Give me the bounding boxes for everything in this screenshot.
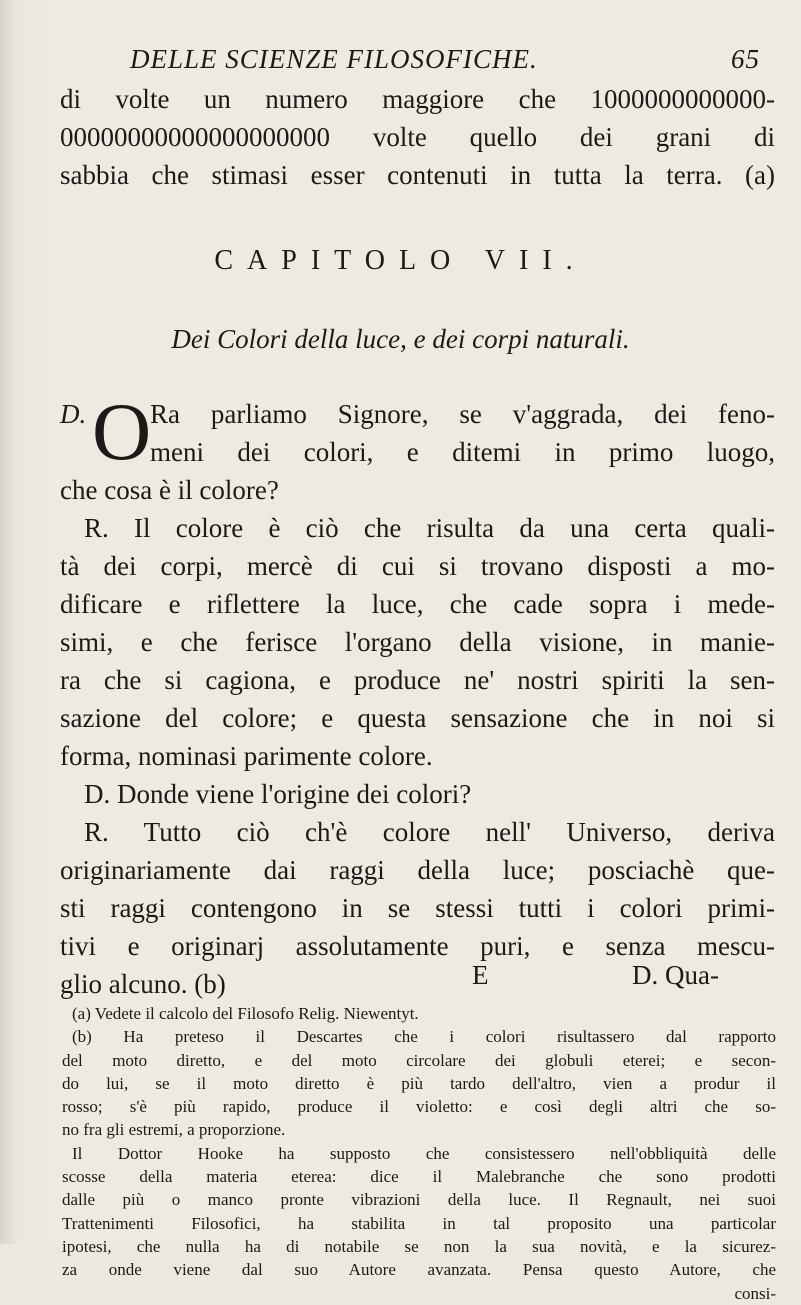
text-line: tivi e originarj assolutamente puri, e senza mescu- (60, 931, 775, 961)
running-head (130, 44, 770, 75)
text-line (60, 395, 775, 433)
text-line: originariamente dai raggi della luce; posciachè que- (60, 855, 775, 885)
footnote-line: ipotesi, che nulla ha di notabile se non la sua novità, e la sicurez- (62, 1236, 776, 1256)
footnote-line: no fra gli estremi, a proporzione. (62, 1120, 286, 1140)
footnote-line: Trattenimenti Filosofici, ha stabilita in tal proposito una particolar (62, 1213, 776, 1233)
text-line: 00000000000000000000 volte quello dei grani di (60, 122, 775, 152)
footnote-line: (b) Ha preteso il Descartes che i colori risultassero dal rapporto (72, 1027, 776, 1047)
text-line: R. Tutto ciò ch'è colore nell' Universo, deriva (84, 817, 775, 847)
text-line: glio alcuno. (b) (60, 969, 226, 999)
footnote-line: del moto diretto, e del moto circolare dei globuli eterei; e secon- (62, 1050, 776, 1070)
footnote-line: Il Dottor Hooke ha supposto che consistessero nell'obbliquità delle (72, 1143, 776, 1163)
text-line: sazione del colore; e questa sensazione che in noi si (60, 703, 775, 733)
text-line: che cosa è il colore? (60, 475, 279, 505)
text-line: R. Il colore è ciò che risulta da una certa quali- (84, 513, 775, 543)
top-paragraph (60, 80, 775, 194)
drop-cap: O (92, 386, 152, 477)
chapter-heading: CAPITOLO VII. (214, 245, 587, 276)
speaker-label: D. (60, 399, 87, 429)
indent-spacer (60, 433, 150, 471)
footnote-line: dalle più o manco pronte vibrazioni della luce. Il Regnault, nei suoi (62, 1190, 776, 1210)
text-line: forma, nominasi parimente colore. (60, 741, 433, 771)
chapter-subtitle: Dei Colori della luce, e dei corpi naturali. (171, 324, 630, 354)
text-line: sabbia che stimasi esser contenuti in tutta la terra. (a) (60, 160, 775, 190)
text-line: tà dei corpi, mercè di cui si trovano disposti a mo- (60, 551, 775, 581)
text-line: ra che si cagiona, e produce ne' nostri spiriti la sen- (60, 665, 775, 695)
footnotes (62, 1002, 776, 1305)
text-line: dificare e riflettere la luce, che cade sopra i mede- (60, 589, 775, 619)
page-number: 65 (731, 44, 760, 74)
footnote-line: (a) Vedete il calcolo del Filosofo Relig. Niewentyt. (72, 1004, 419, 1023)
text-line-content: meni dei colori, e ditemi in primo luogo, (150, 437, 775, 467)
signature-mark: E (472, 960, 489, 990)
footnote-line: do lui, se il moto diretto è più tardo dell'altro, vien a produr il (62, 1073, 776, 1093)
catchword: D. Qua- (632, 960, 719, 990)
text-line: simi, e che ferisce l'organo della visione, in manie- (60, 627, 775, 657)
dialogue-text (60, 386, 775, 1003)
text-line: D. Donde viene l'origine dei colori? (84, 779, 472, 809)
footnote-line: rosso; s'è più rapido, produce il violetto: e così degli altri che so- (62, 1097, 776, 1117)
running-head-title: DELLE SCIENZE FILOSOFICHE. (130, 44, 538, 74)
footnote-line: scosse della materia eterea: dice il Malebranche che sono prodotti (62, 1167, 776, 1187)
text-line: di volte un numero maggiore che 1000000000000- (60, 84, 775, 114)
text-line (60, 433, 775, 471)
footnote-line: za onde viene dal suo Autore avanzata. Pensa questo Autore, che (62, 1260, 776, 1280)
text-line: sti raggi contengono in se stessi tutti i colori primi- (60, 893, 775, 923)
footnote-line: consi- (734, 1283, 776, 1303)
text-line-content: Ra parliamo Signore, se v'aggrada, dei feno- (150, 399, 775, 429)
